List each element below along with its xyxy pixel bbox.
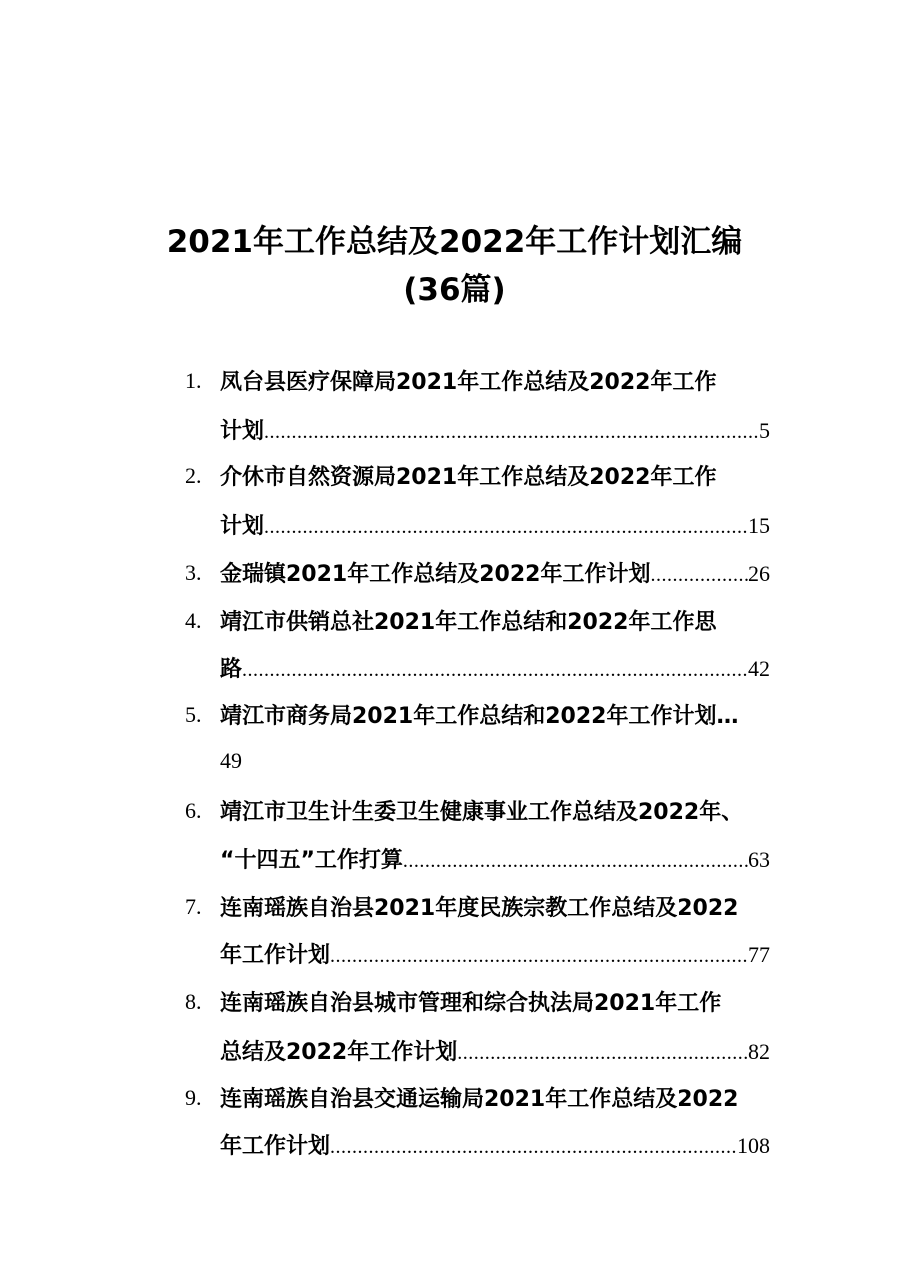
toc-entry-title: 连南瑶族自治县城市管理和综合执法局2021年工作 xyxy=(220,991,722,1016)
toc-number: 2. xyxy=(185,463,202,488)
toc-entry-leader-line: 路 ..... 42 xyxy=(220,652,770,684)
leader-dots xyxy=(330,1136,737,1159)
toc-number: 5. xyxy=(185,702,202,727)
toc-page-number: 63 xyxy=(748,847,770,872)
toc-entry-title: 连南瑶族自治县2021年度民族宗教工作总结及2022 xyxy=(220,896,739,921)
toc-entry-leader-line: 计划 ..... 5 xyxy=(220,414,770,446)
toc-entry-leader-line: 年工作计划 ..... 108 xyxy=(220,1129,770,1161)
toc-page-number: 26 xyxy=(748,561,770,586)
toc-page-number: 15 xyxy=(748,513,770,538)
toc-number: 1. xyxy=(185,368,202,393)
toc-entry-leader-line: 总结及2022年工作计划 ..... 82 xyxy=(220,1035,770,1067)
toc-number: 3. xyxy=(185,560,202,585)
toc-page-number: 42 xyxy=(748,656,770,681)
document-title: 2021年工作总结及2022年工作计划汇编 xyxy=(166,224,743,260)
toc-number: 6. xyxy=(185,798,202,823)
leader-dots xyxy=(457,1042,748,1065)
leader-dots xyxy=(403,850,748,873)
toc-entry-title: 靖江市卫生计生委卫生健康事业工作总结及2022年、 xyxy=(220,800,744,825)
toc-entry-title: 靖江市供销总社2021年工作总结和2022年工作思 xyxy=(220,610,717,635)
toc-page-number: 82 xyxy=(748,1039,770,1064)
toc-number: 8. xyxy=(185,989,202,1014)
toc-number: 7. xyxy=(185,894,202,919)
toc-entry-leader-line: 计划 ..... 15 xyxy=(220,509,770,541)
leader-dots xyxy=(264,516,748,539)
toc-entry-leader-line: 金瑞镇2021年工作总结及2022年工作计划 ..... 26 xyxy=(220,557,770,589)
leader-dots xyxy=(264,421,759,444)
toc-page-number: 5 xyxy=(759,418,770,443)
leader-dots xyxy=(242,659,748,682)
leader-dots xyxy=(650,564,748,587)
toc-page-number-wrapped: 49 xyxy=(220,748,242,773)
toc-entry-leader-line: “十四五”工作打算 ..... 63 xyxy=(220,843,770,875)
toc-entry-title: 连南瑶族自治县交通运输局2021年工作总结及2022 xyxy=(220,1087,739,1112)
toc-page-number: 77 xyxy=(748,942,770,967)
toc-number: 9. xyxy=(185,1085,202,1110)
toc-number: 4. xyxy=(185,608,202,633)
toc-entry-title: 靖江市商务局2021年工作总结和2022年工作计划… xyxy=(220,704,739,729)
document-subtitle: (36篇) xyxy=(403,272,506,308)
toc-page-number: 108 xyxy=(737,1133,770,1158)
toc-entry-title: 介休市自然资源局2021年工作总结及2022年工作 xyxy=(220,465,717,490)
leader-dots xyxy=(330,945,748,968)
toc-entry-title: 凤台县医疗保障局2021年工作总结及2022年工作 xyxy=(220,370,717,395)
toc-entry-leader-line: 年工作计划 ..... 77 xyxy=(220,938,770,970)
